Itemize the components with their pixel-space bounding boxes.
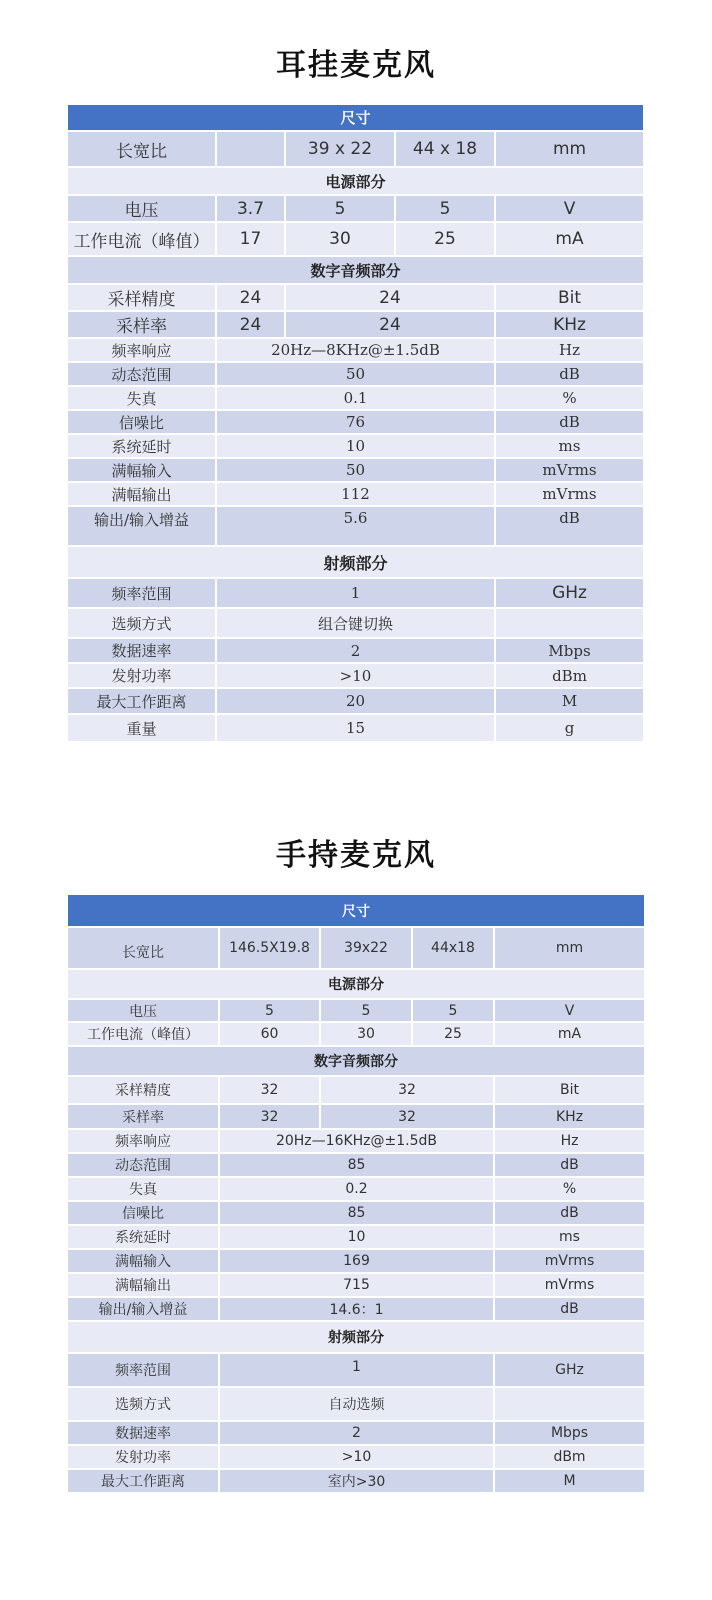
table-row: [68, 1297, 644, 1321]
row-label: 频率响应: [68, 338, 216, 362]
row-label: 采样精度: [68, 284, 216, 311]
cell-unit: dB: [495, 506, 643, 546]
table-row: [68, 410, 643, 434]
cell-value: 5: [320, 999, 412, 1022]
cell-unit: Bit: [494, 1076, 644, 1104]
table-row: [68, 338, 643, 362]
table-row: [68, 482, 643, 506]
audio-header-row: [68, 1046, 644, 1076]
cell-value: [216, 131, 285, 167]
cell-unit: Bit: [495, 284, 643, 311]
section-header: 射频部分: [68, 546, 643, 578]
cell-value: 30: [285, 222, 395, 256]
table-row: [68, 1177, 644, 1201]
row-label: 频率响应: [68, 1129, 219, 1153]
cell-unit: [494, 1387, 644, 1421]
cell-value: 169: [219, 1249, 494, 1273]
row-label: 选频方式: [68, 1387, 219, 1421]
row-label: 采样精度: [68, 1076, 219, 1104]
table-row: [68, 999, 644, 1022]
cell-value: 自动选频: [219, 1387, 494, 1421]
cell-unit: dB: [494, 1201, 644, 1225]
row-label: 长宽比: [68, 927, 219, 969]
cell-value: 0.2: [219, 1177, 494, 1201]
section-header: 电源部分: [68, 167, 643, 195]
cell-value: 20Hz—8KHz@±1.5dB: [216, 338, 495, 362]
cell-unit: mm: [495, 131, 643, 167]
cell-value: 2: [219, 1421, 494, 1445]
row-label: 满幅输出: [68, 1273, 219, 1297]
power-header-row: [68, 167, 643, 195]
table-row: [68, 1104, 644, 1129]
row-label: 采样率: [68, 1104, 219, 1129]
cell-value: 3.7: [216, 195, 285, 222]
table-row: [68, 1469, 644, 1493]
cell-unit: dB: [494, 1153, 644, 1177]
cell-value: 39x22: [320, 927, 412, 969]
cell-value: 室内>30: [219, 1469, 494, 1493]
row-label: 采样率: [68, 311, 216, 338]
table-row: [68, 714, 643, 742]
section-header: 电源部分: [68, 969, 644, 999]
cell-unit: mVrms: [495, 482, 643, 506]
section-header: 射频部分: [68, 1321, 644, 1353]
table-row: [68, 1353, 644, 1387]
cell-value: 112: [216, 482, 495, 506]
table-row: [68, 1201, 644, 1225]
cell-unit: Hz: [494, 1129, 644, 1153]
rf-header-row: [68, 1321, 644, 1353]
cell-value: 50: [216, 458, 495, 482]
cell-value: 5: [219, 999, 320, 1022]
cell-value: 5: [412, 999, 494, 1022]
cell-value: 44 x 18: [395, 131, 495, 167]
power-header-row: [68, 969, 644, 999]
table-row: [68, 1022, 644, 1046]
cell-unit: mm: [494, 927, 644, 969]
cell-value: 25: [395, 222, 495, 256]
row-label: 电压: [68, 195, 216, 222]
table-row: [68, 386, 643, 410]
cell-value: 20: [216, 688, 495, 714]
cell-value: 85: [219, 1153, 494, 1177]
cell-unit: mVrms: [494, 1249, 644, 1273]
cell-unit: mA: [495, 222, 643, 256]
row-label: 最大工作距离: [68, 688, 216, 714]
cell-value: 10: [219, 1225, 494, 1249]
table-row: [68, 1421, 644, 1445]
cell-unit: mA: [494, 1022, 644, 1046]
cell-unit: [495, 608, 643, 638]
row-label: 系统延时: [68, 1225, 219, 1249]
table-row: [68, 131, 643, 167]
row-label: 满幅输入: [68, 1249, 219, 1273]
cell-unit: dB: [494, 1297, 644, 1321]
row-label: 动态范围: [68, 362, 216, 386]
row-label: 信噪比: [68, 1201, 219, 1225]
cell-value: 20Hz—16KHz@±1.5dB: [219, 1129, 494, 1153]
cell-value: 146.5X19.8: [219, 927, 320, 969]
cell-unit: dB: [495, 362, 643, 386]
row-label: 选频方式: [68, 608, 216, 638]
table-row: [68, 638, 643, 663]
table-row: [68, 1129, 644, 1153]
cell-value: 32: [219, 1076, 320, 1104]
cell-unit: V: [495, 195, 643, 222]
table-row: [68, 284, 643, 311]
cell-unit: ms: [495, 434, 643, 458]
cell-unit: Hz: [495, 338, 643, 362]
cell-value: 24: [216, 311, 285, 338]
ear-mic-title: 耳挂麦克风: [276, 48, 436, 83]
table-row: [68, 927, 644, 969]
table-row: [68, 578, 643, 608]
cell-unit: KHz: [495, 311, 643, 338]
table-row: [68, 195, 643, 222]
cell-value: 32: [219, 1104, 320, 1129]
cell-value: 2: [216, 638, 495, 663]
cell-value: >10: [216, 663, 495, 688]
cell-value: 1: [219, 1353, 494, 1387]
cell-value: 5: [395, 195, 495, 222]
row-label: 信噪比: [68, 410, 216, 434]
row-label: 长宽比: [68, 131, 216, 167]
rf-header-row: [68, 546, 643, 578]
cell-value: 15: [216, 714, 495, 742]
table-row: [68, 506, 643, 546]
row-label: 满幅输入: [68, 458, 216, 482]
cell-value: 44x18: [412, 927, 494, 969]
row-label: 电压: [68, 999, 219, 1022]
cell-value: 5.6: [216, 506, 495, 546]
cell-value: 50: [216, 362, 495, 386]
cell-value: 24: [285, 284, 495, 311]
row-label: 失真: [68, 1177, 219, 1201]
row-label: 发射功率: [68, 1445, 219, 1469]
section-header: 数字音频部分: [68, 256, 643, 284]
table-row: [68, 1076, 644, 1104]
cell-unit: mVrms: [495, 458, 643, 482]
row-label: 频率范围: [68, 578, 216, 608]
cell-value: 10: [216, 434, 495, 458]
table-row: [68, 1445, 644, 1469]
table-row: [68, 688, 643, 714]
row-label: 最大工作距离: [68, 1469, 219, 1493]
row-label: 重量: [68, 714, 216, 742]
cell-unit: dBm: [495, 663, 643, 688]
row-label: 发射功率: [68, 663, 216, 688]
cell-value: 76: [216, 410, 495, 434]
row-label: 系统延时: [68, 434, 216, 458]
cell-value: 5: [285, 195, 395, 222]
table-row: [68, 663, 643, 688]
section-header: 尺寸: [68, 895, 644, 927]
cell-value: 组合键切换: [216, 608, 495, 638]
row-label: 动态范围: [68, 1153, 219, 1177]
cell-unit: V: [494, 999, 644, 1022]
cell-unit: dB: [495, 410, 643, 434]
cell-unit: g: [495, 714, 643, 742]
table-row: [68, 222, 643, 256]
cell-unit: %: [494, 1177, 644, 1201]
cell-value: 17: [216, 222, 285, 256]
table-row: [68, 434, 643, 458]
row-label: 数据速率: [68, 638, 216, 663]
size-header-row: [68, 105, 643, 131]
cell-value: 24: [216, 284, 285, 311]
row-label: 输出/输入增益: [68, 1297, 219, 1321]
table-row: [68, 1153, 644, 1177]
row-label: 数据速率: [68, 1421, 219, 1445]
section-header: 数字音频部分: [68, 1046, 644, 1076]
table-row: [68, 458, 643, 482]
size-header-row: [68, 895, 644, 927]
cell-value: 32: [320, 1076, 494, 1104]
cell-value: 39 x 22: [285, 131, 395, 167]
row-label: 输出/输入增益: [68, 506, 216, 546]
cell-value: 715: [219, 1273, 494, 1297]
cell-value: 25: [412, 1022, 494, 1046]
table-row: [68, 1273, 644, 1297]
section-header: 尺寸: [68, 105, 643, 131]
hand-mic-title: 手持麦克风: [276, 838, 436, 873]
cell-value: 30: [320, 1022, 412, 1046]
cell-unit: GHz: [494, 1353, 644, 1387]
cell-unit: M: [495, 688, 643, 714]
cell-value: 85: [219, 1201, 494, 1225]
cell-value: 1: [216, 578, 495, 608]
row-label: 工作电流（峰值）: [68, 1022, 219, 1046]
cell-value: >10: [219, 1445, 494, 1469]
cell-value: 14.6：1: [219, 1297, 494, 1321]
cell-unit: mVrms: [494, 1273, 644, 1297]
row-label: 工作电流（峰值）: [68, 222, 216, 256]
cell-unit: dBm: [494, 1445, 644, 1469]
table-row: [68, 362, 643, 386]
row-label: 满幅输出: [68, 482, 216, 506]
cell-unit: KHz: [494, 1104, 644, 1129]
cell-unit: Mbps: [495, 638, 643, 663]
table-row: [68, 1225, 644, 1249]
table-row: [68, 608, 643, 638]
table-row: [68, 1249, 644, 1273]
row-label: 频率范围: [68, 1353, 219, 1387]
cell-value: 60: [219, 1022, 320, 1046]
row-label: 失真: [68, 386, 216, 410]
cell-unit: M: [494, 1469, 644, 1493]
table-row: [68, 311, 643, 338]
cell-unit: Mbps: [494, 1421, 644, 1445]
cell-unit: ms: [494, 1225, 644, 1249]
table-row: [68, 1387, 644, 1421]
ear-mic-spec-table: [68, 105, 643, 743]
cell-value: 24: [285, 311, 495, 338]
cell-unit: %: [495, 386, 643, 410]
audio-header-row: [68, 256, 643, 284]
cell-value: 0.1: [216, 386, 495, 410]
cell-value: 32: [320, 1104, 494, 1129]
cell-unit: GHz: [495, 578, 643, 608]
hand-mic-spec-table: [68, 895, 644, 1494]
